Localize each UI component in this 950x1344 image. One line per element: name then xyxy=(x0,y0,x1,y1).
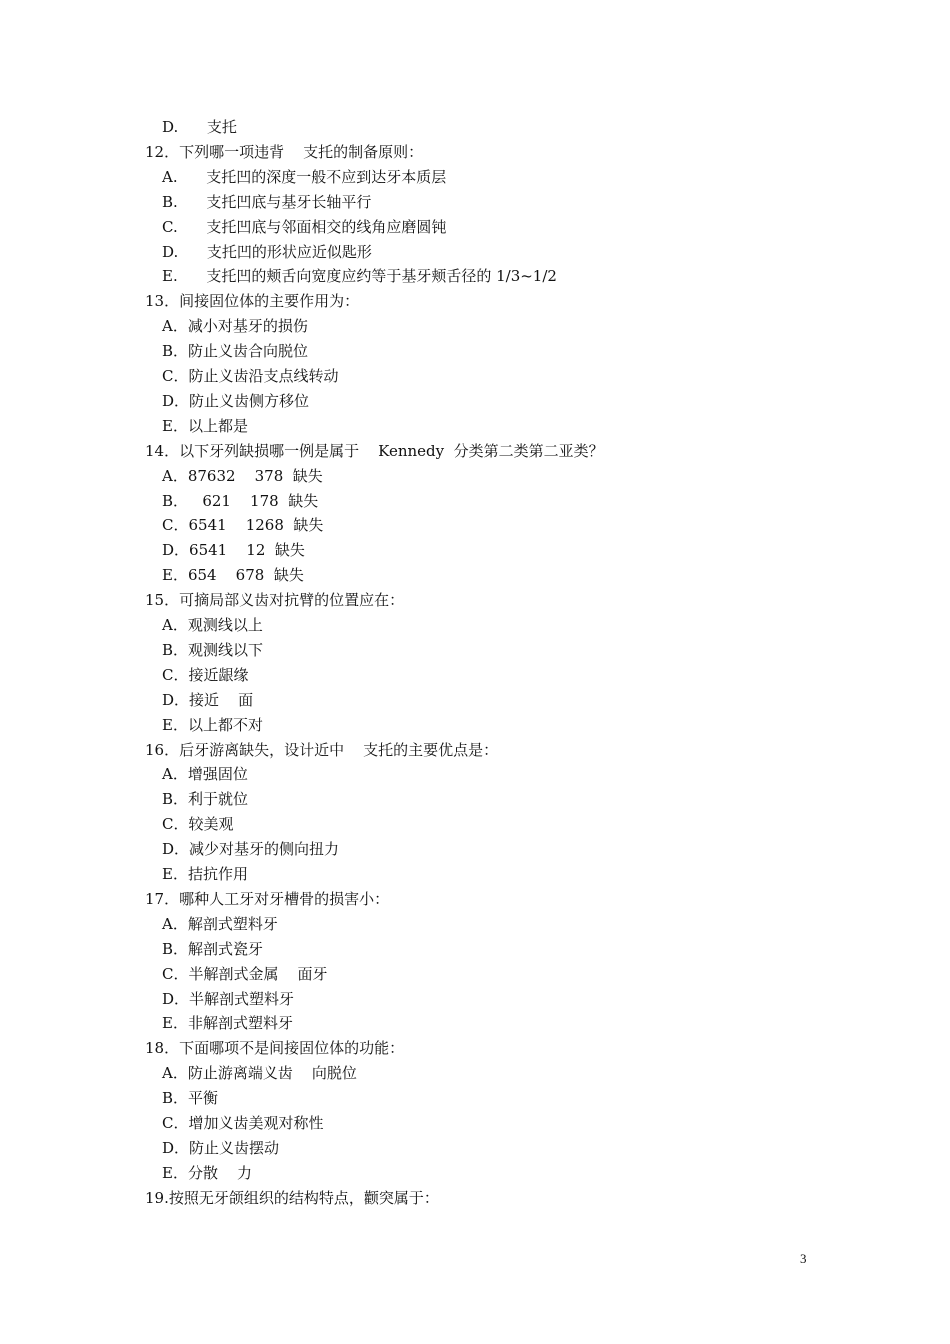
answer-option: B. 支托凹底与基牙长轴平行 xyxy=(162,192,372,211)
answer-option: D．防止义齿侧方移位 xyxy=(162,391,310,410)
answer-option: D．防止义齿摆动 xyxy=(162,1138,280,1157)
answer-option: A．解剖式塑料牙 xyxy=(162,914,278,933)
answer-option: C．较美观 xyxy=(162,815,234,834)
answer-option: A．87632 378 缺失 xyxy=(162,466,323,485)
answer-option: E．654 678 缺失 xyxy=(162,566,304,585)
question-stem: 16．后牙游离缺失，设计近中 支托的主要优点是： xyxy=(145,740,499,759)
answer-option: D. 支托凹的形状应近似匙形 xyxy=(162,242,372,261)
answer-option: C．增加义齿美观对称性 xyxy=(162,1114,324,1132)
answer-option: A．增强固位 xyxy=(162,765,248,784)
answer-option: B．观测线以下 xyxy=(162,640,264,659)
answer-option: E．非解剖式塑料牙 xyxy=(162,1014,293,1033)
answer-option: B．平衡 xyxy=(162,1089,219,1108)
answer-option: E. 支托凹的颊舌向宽度应约等于基牙颊舌径的 1/3~1/2 xyxy=(162,267,557,286)
answer-option: C．接近龈缘 xyxy=(162,665,249,684)
question-stem: 17．哪种人工牙对牙槽骨的损害小： xyxy=(145,889,390,908)
answer-option: B．解剖式瓷牙 xyxy=(162,939,264,958)
answer-option: B．利于就位 xyxy=(162,790,249,809)
answer-option: D．半解剖式塑料牙 xyxy=(162,989,295,1008)
question-stem: 12．下列哪一项违背 支托的制备原则： xyxy=(145,142,424,161)
answer-option: B． 621 178 缺失 xyxy=(162,491,319,510)
answer-option: A. 支托凹的深度一般不应到达牙本质层 xyxy=(162,167,447,186)
answer-option: C．半解剖式金属 面牙 xyxy=(162,964,328,983)
answer-option: A．观测线以上 xyxy=(162,616,263,634)
answer-option: A．防止游离端义齿 向脱位 xyxy=(162,1064,357,1083)
question-stem: 15．可摘局部义齿对抗臂的位置应在： xyxy=(145,591,405,610)
question-stem: 18．下面哪项不是间接固位体的功能： xyxy=(145,1039,405,1058)
answer-option: C．防止义齿沿支点线转动 xyxy=(162,367,339,385)
answer-option: E．以上都是 xyxy=(162,416,248,435)
answer-option: D．接近 面 xyxy=(162,690,254,709)
answer-option: D．6541 12 缺失 xyxy=(162,541,305,560)
answer-option: D．减少对基牙的侧向扭力 xyxy=(162,840,340,859)
answer-option: D. 支托 xyxy=(162,118,237,136)
answer-option: B．防止义齿合向脱位 xyxy=(162,342,309,361)
answer-option: E．拮抗作用 xyxy=(162,865,248,883)
question-stem: 19.按照无牙颌组织的结构特点，颧突属于： xyxy=(145,1188,439,1207)
answer-option: C. 支托凹底与邻面相交的线角应磨圆钝 xyxy=(162,217,447,236)
answer-option: E．以上都不对 xyxy=(162,715,263,734)
answer-option: E．分散 力 xyxy=(162,1163,253,1182)
answer-option: A．减小对基牙的损伤 xyxy=(162,317,308,336)
page-number: 3 xyxy=(800,1251,807,1266)
answer-option: C．6541 1268 缺失 xyxy=(162,516,324,535)
question-stem: 14．以下牙列缺损哪一例是属于 Kennedy 分类第二类第二亚类？ xyxy=(145,441,604,460)
question-stem: 13．间接固位体的主要作用为： xyxy=(145,292,360,311)
